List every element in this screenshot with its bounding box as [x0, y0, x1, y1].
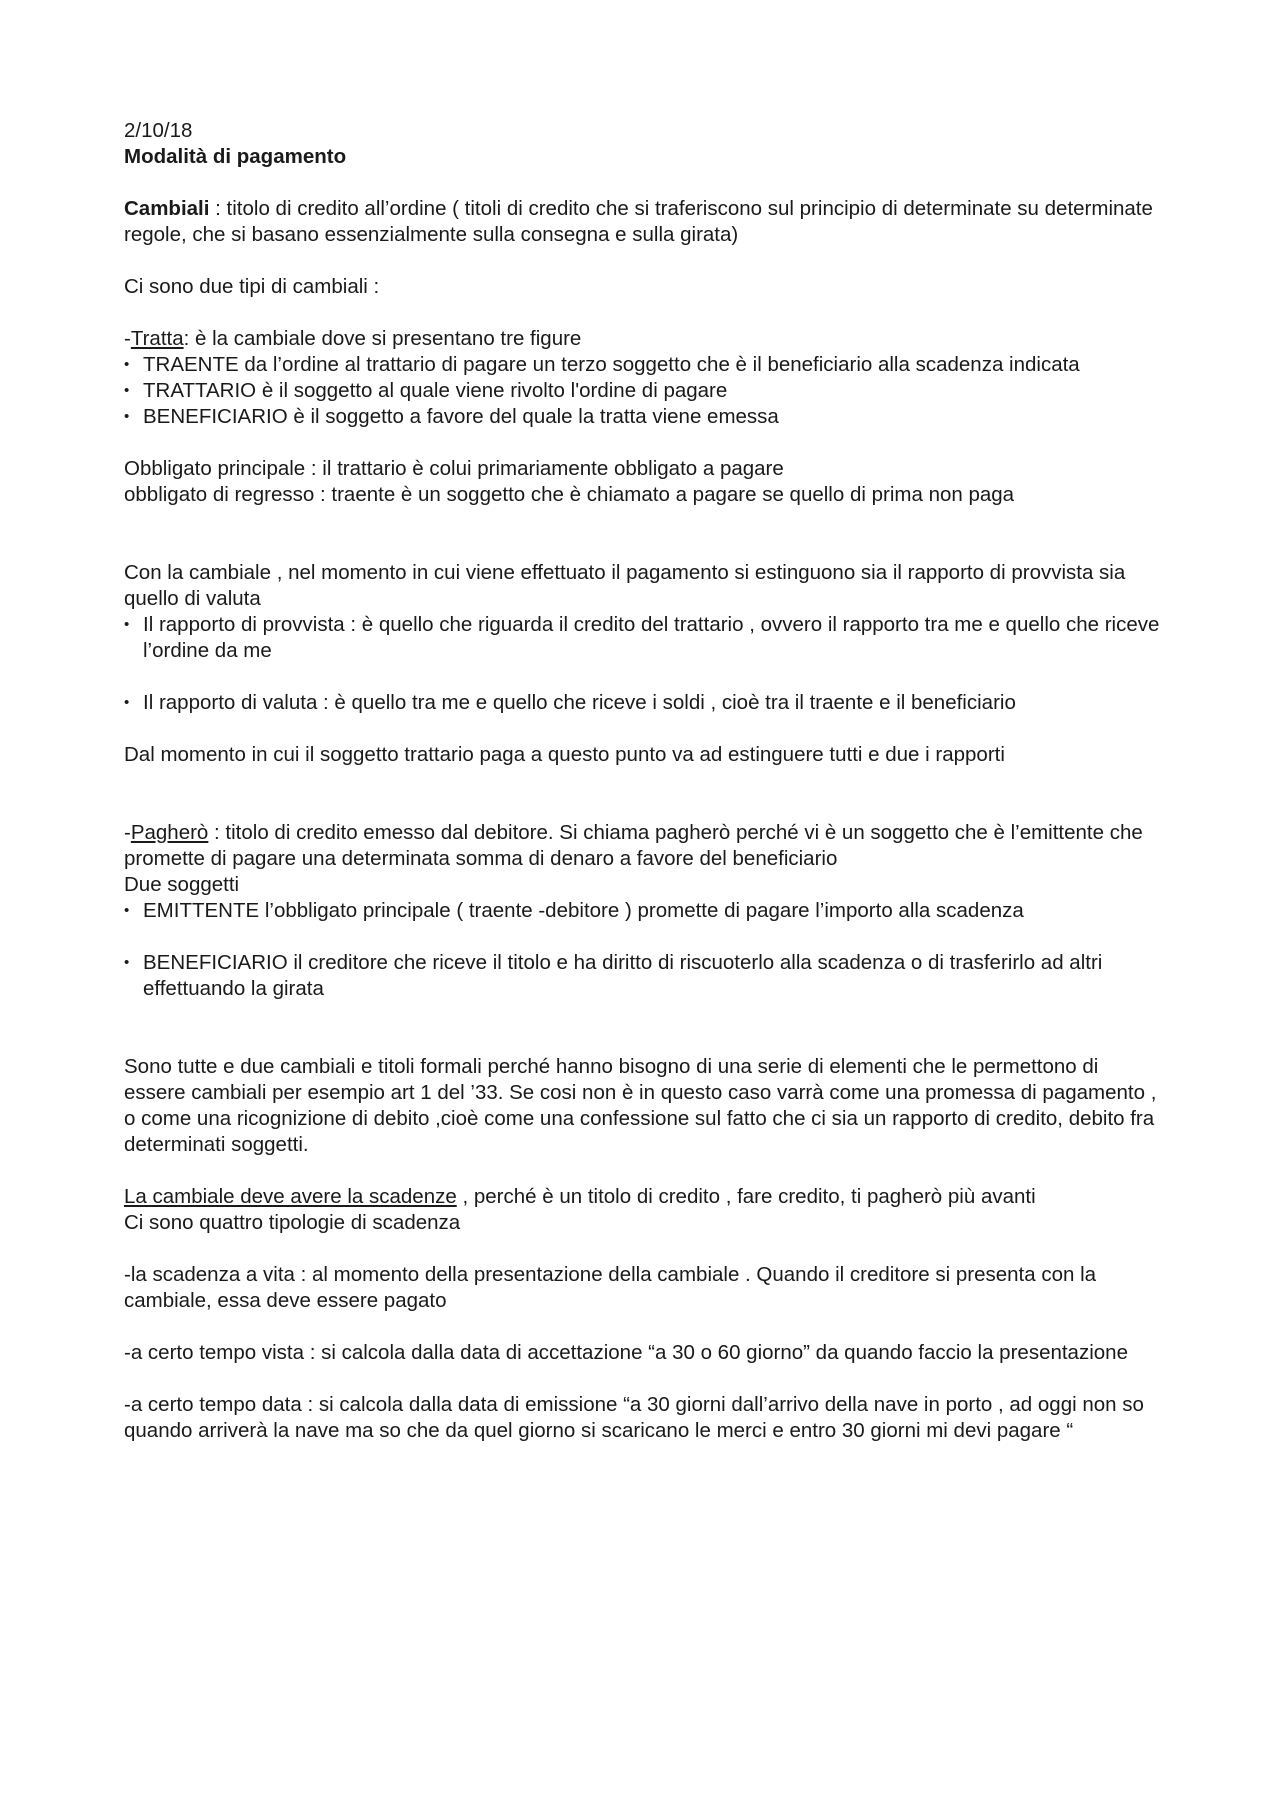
paghero-soggetti-list: [124, 898, 1160, 924]
rapporti-list: [124, 612, 1160, 664]
list-item: • Il rapporto di provvista : è quello che riguarda il credito del trattario , ovvero il rapporto tra me e quello che riceve l’ordine da me: [124, 612, 1160, 664]
due-soggetti: Due soggetti: [124, 873, 240, 896]
scadenza-tempo-vista: -a certo tempo vista : si calcola dalla data di accettazione “a 30 o 60 giorno” da quando faccio la presentazione: [124, 1341, 1128, 1364]
cambiali-definition: [124, 196, 1160, 248]
list-item: • TRATTARIO è il soggetto al quale viene rivolto l'ordine di pagare: [124, 378, 1160, 404]
tipi-intro: Ci sono due tipi di cambiali :: [124, 275, 380, 298]
tratta-figure-list: [124, 352, 1160, 430]
paghero-text: : titolo di credito emesso dal debitore. Si chiama pagherò perché vi è un soggetto che è l’emittente che promette di pagare una determinata somma di denaro a favore del beneficiario: [124, 821, 1143, 870]
tratta-prefix: -: [124, 327, 131, 350]
cambiali-text: : titolo di credito all’ordine ( titoli di credito che si traferiscono sul principio di determinate su determinate regole, che si basano essenzialmente sulla consegna e sulla girata): [124, 197, 1153, 246]
cambiali-term: Cambiali: [124, 197, 210, 220]
tratta-text: : è la cambiale dove si presentano tre figure: [183, 327, 582, 350]
list-item: • BENEFICIARIO il creditore che riceve il titolo e ha diritto di riscuoterlo alla scadenza o di trasferirlo ad altri effettuando la girata: [124, 950, 1160, 1002]
list-item: • EMITTENTE l’obbligato principale ( traente -debitore ) promette di pagare l’importo alla scadenza: [124, 898, 1160, 924]
paghero-soggetti-list-2: [124, 950, 1160, 1002]
obbligato-regresso: obbligato di regresso : traente è un soggetto che è chiamato a pagare se quello di prima non paga: [124, 483, 1015, 506]
scadenza-intro: [124, 1184, 1160, 1210]
paghero-heading: [124, 820, 1160, 872]
scadenza-a-vita: -la scadenza a vita : al momento della presentazione della cambiale . Quando il creditore si presenta con la cambiale, essa deve essere pagato: [124, 1263, 1097, 1312]
date: 2/10/18: [124, 119, 193, 142]
paghero-prefix: -: [124, 821, 131, 844]
rapporti-list-2: [124, 690, 1160, 716]
list-item: • TRAENTE da l’ordine al trattario di pagare un terzo soggetto che è il beneficiario alla scadenza indicata: [124, 352, 1160, 378]
paghero-term: Pagherò: [130, 821, 209, 844]
scadenza-tempo-data: -a certo tempo data : si calcola dalla data di emissione “a 30 giorni dall’arrivo della nave in porto , ad oggi non so quando arriverà la nave ma so che da quel giorno si scaricano le merci e entro 30 giorni mi devi pagare “: [124, 1393, 1144, 1442]
list-item: • BENEFICIARIO è il soggetto a favore del quale la tratta viene emessa: [124, 404, 1160, 430]
dal-momento: Dal momento in cui il soggetto trattario paga a questo punto va ad estinguere tutti e due i rapporti: [124, 743, 1005, 766]
tratta-heading: [124, 326, 1160, 352]
scadenza-underlined: La cambiale deve avere la scadenze: [124, 1185, 457, 1208]
quattro-tipologie: Ci sono quattro tipologie di scadenza: [124, 1211, 461, 1234]
page-title: Modalità di pagamento: [124, 145, 347, 168]
con-la-cambiale: Con la cambiale , nel momento in cui viene effettuato il pagamento si estinguono sia il rapporto di provvista sia quello di valuta: [124, 561, 1126, 610]
scadenza-rest: , perché è un titolo di credito , fare credito, ti pagherò più avanti: [456, 1185, 1036, 1208]
list-item: • Il rapporto di valuta : è quello tra me e quello che riceve i soldi , cioè tra il traente e il beneficiario: [124, 690, 1160, 716]
sono-tutte: Sono tutte e due cambiali e titoli formali perché hanno bisogno di una serie di elementi che le permettono di essere cambiali per esempio art 1 del ’33. Se cosi non è in questo caso varrà come una promessa di pagamento , o come una ricognizione di debito ,cioè come una confessione sul fatto che ci sia un rapporto di credito, debito fra determinati soggetti.: [124, 1055, 1157, 1156]
obbligato-principale: Obbligato principale : il trattario è colui primariamente obbligato a pagare: [124, 457, 784, 480]
tratta-term: Tratta: [130, 327, 184, 350]
